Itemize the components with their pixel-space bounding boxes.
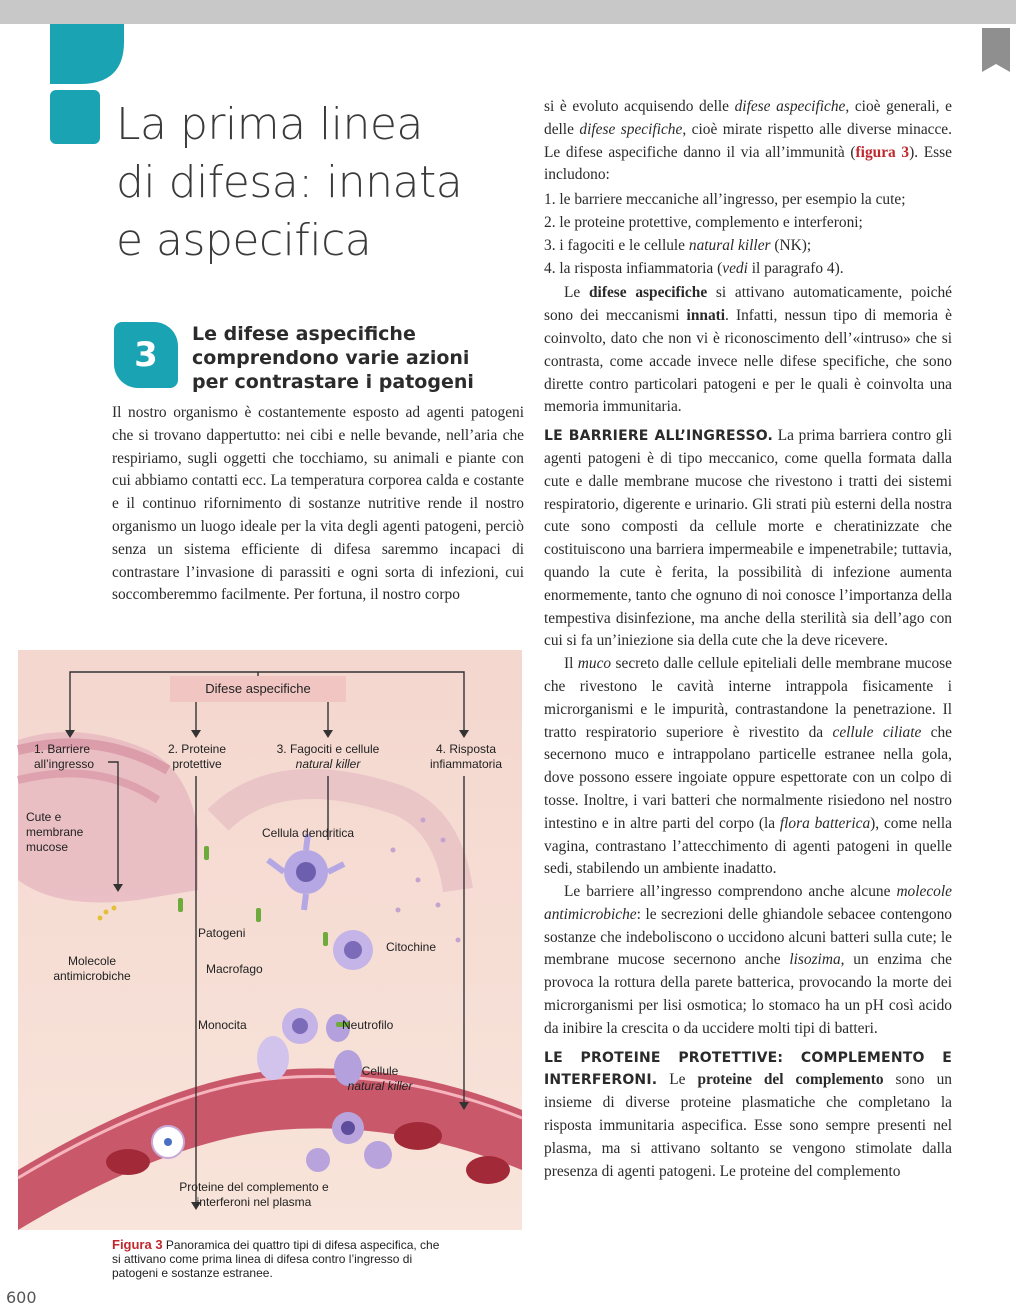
paragraph: Le barriere all’ingresso comprendono anche alcune molecole antimicrobiche: le secrezioni delle ghiandole sebacee contengono sostanze che indeboliscono o uccidono alcuni batteri sulla cute; le membrane mucose secernono anche lisozima, un enzima che provoca la rottura della parete batterica, provocando la morte dei microrganismi per lisi osmotica; lo stomaco ha un pH così acido da inibire la crescita o da uccidere molti tipi di batteri. [544, 883, 952, 1037]
section-heading [192, 322, 522, 394]
heading-line: Le difese aspecifiche [192, 323, 416, 345]
label-risposta: 4. Risposta infiammatoria [429, 742, 503, 771]
figure-caption [112, 1238, 442, 1280]
caption-figure-number: Figura 3 [112, 1237, 163, 1252]
paragraph: LE BARRIERE ALL’INGRESSO. La prima barriera contro gli agenti patogeni è di tipo meccanico, come quella formata dalla cute e dalle membrane mucose che rivestono i tratti dei sistemi respiratorio, digerente e urinario. Gli strati più esterni della nostra cute sono composti da cellule morte e cheratinizzate che costituiscono una barriera impermeabile e impenetrabile; tuttavia, quando la cute è ferita, la possibilità di infezione aumenta enormemente, tanto che ognuno di noi conosce l’importanza della tempestiva disinfezione, ma anche della sterilità sia dell’ago con cui si fa un’iniezione sia della cute che la deve ricevere. [544, 427, 952, 650]
caption-text: Panoramica dei quattro tipi di difesa aspecifica, che si attivano come prima linea di difesa contro l’ingresso di patogeni e sostanze estranee. [112, 1238, 440, 1280]
label-neutrofilo: Neutrofilo [342, 1018, 394, 1032]
figure-3 [18, 650, 522, 1230]
section-number: 3 [114, 322, 178, 388]
figure-title: Difese aspecifiche [170, 676, 346, 702]
heading-line: per contrastare i patogeni [192, 371, 474, 393]
label-barriere: 1. Barriere all’ingresso [34, 742, 95, 771]
label-fagociti: 3. Fagociti e cellule natural killer [276, 742, 380, 771]
left-column [112, 402, 524, 607]
defense-list [544, 189, 952, 280]
label-dendritica: Cellula dendritica [262, 826, 355, 840]
list-item: 4. la risposta infiammatoria (vedi il paragrafo 4). [544, 259, 844, 277]
subheading: LE PROTEINE PROTETTIVE: COMPLEMENTO E INTERFERONI. [544, 1049, 952, 1089]
bookmark-icon[interactable] [982, 28, 1010, 72]
label-proteine: 2. Proteine protettive [167, 742, 227, 771]
paragraph: Il muco secreto dalle cellule epiteliali delle membrane mucose che rivestono le cavità interne intrappola fisicamente i microrganismi e le impurità, contrastandone la penetrazione. Il tratto respiratorio superiore è rivestito da cellule ciliate che secernono muco e intrappolano particelle estranee nella gola, dove possono essere ingoiate oppure espettorate con un colpo di tosse. Inoltre, i vari batteri che normalmente risiedono nel nostro intestino e in altre parti del corpo (la flora batterica), come nella vagina, contrastano l’attecchimento di agenti patogeni in quelle sedi, stabilendo un ambiente inadatto. [544, 655, 952, 878]
title-line: di difesa: innata [116, 157, 463, 208]
paragraph: Il nostro organismo è costantemente esposto ad agenti patogeni che si trovano dappertutto: nei cibi e nelle bevande, nell’aria che respiriamo, sugli oggetti che tocchiamo, su animali e piante con cui abbiamo contatti ecc. La temperatura corporea calda e costante e il continuo rifornimento di sostanze nutritive rende il nostro organismo un luogo ideale per la vita degli agenti patogeni, perciò senza un sistema efficiente di difesa saremmo incapaci di contrastare l’invasione di parassiti e ogni sorta di infezioni, cui soccomberemmo facilmente. Per fortuna, il nostro corpo [112, 404, 524, 604]
page-title [116, 96, 516, 270]
right-column [544, 96, 952, 1183]
top-bar [0, 0, 1016, 24]
subheading: LE BARRIERE ALL’INGRESSO. [544, 428, 774, 445]
list-item: 3. i fagociti e le cellule natural killer (NK); [544, 236, 812, 254]
heading-line: comprendono varie azioni [192, 347, 470, 369]
chapter-tab-decoration [20, 24, 130, 144]
figure-reference[interactable]: figura 3 [855, 143, 910, 161]
label-monocita: Monocita [198, 1018, 247, 1032]
label-molecole: Molecole antimicrobiche [53, 954, 131, 983]
label-macrofago: Macrofago [206, 962, 263, 976]
label-cute: Cute e membrane mucose [26, 810, 84, 854]
paragraph: si è evoluto acquisendo delle difese aspecifiche, cioè generali, e delle difese specifiche, cioè mirate rispetto alle diverse minacce. Le difese aspecifiche danno il via all’immunità (figura 3). Esse includono: [544, 98, 952, 184]
list-item: 2. le proteine protettive, complemento e interferoni; [544, 213, 863, 231]
title-line: La prima linea [116, 99, 423, 150]
paragraph: LE PROTEINE PROTETTIVE: COMPLEMENTO E INTERFERONI. Le proteine del complemento sono un insieme di diverse proteine plasmatiche che completano la risposta immunitaria aspecifica. Esse sono sempre presenti nel plasma, ma si attivano soltanto se vengono stimolate dalla presenza di agenti patogeni. Le proteine del complemento [544, 1049, 952, 1180]
label-complemento: Proteine del complemento e interferoni nel plasma [179, 1180, 329, 1209]
label-patogeni: Patogeni [198, 926, 246, 940]
label-citochine: Citochine [386, 940, 437, 954]
title-line: e aspecifica [116, 215, 372, 266]
paragraph: Le difese aspecifiche si attivano automaticamente, poiché sono dei meccanismi innati. Infatti, nessun tipo di memoria è coinvolto, dato che non vi è riconoscimento dell’«intruso» che si contrasta, come accade invece nelle difese specifiche, che sono dirette contro particolari patogeni e per le quali è coinvolta una memoria immunitaria. [544, 284, 952, 416]
page-number: 600 [6, 1288, 37, 1307]
label-natural-killer: Cellule natural killer [347, 1064, 413, 1093]
list-item: 1. le barriere meccaniche all’ingresso, per esempio la cute; [544, 191, 906, 209]
